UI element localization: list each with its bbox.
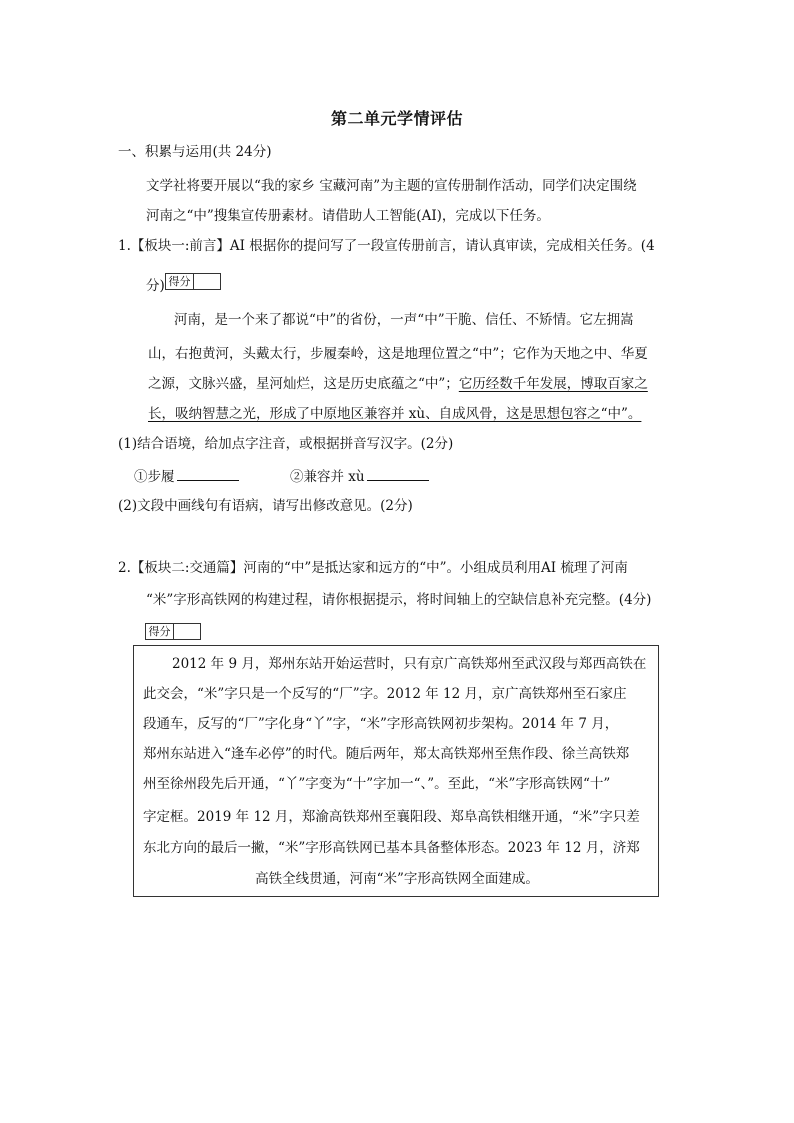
passage-line-3	[148, 374, 648, 394]
timeline-text-box	[133, 645, 659, 897]
score-label: 得分	[166, 274, 194, 289]
q2-prompt-line-1: 2.【板块二:交通篇】河南的“中”是抵达家和远方的“中”。小组成员利用AI 梳理了河南	[118, 560, 628, 576]
score-label: 得分	[146, 624, 174, 639]
score-blank[interactable]	[174, 624, 200, 639]
q1-prompt-line-1: 1.【板块一:前言】AI 根据你的提问写了一段宣传册前言，请认真审读，完成相关任务。(4	[118, 238, 655, 254]
q1-prompt-line-2: 分)	[146, 278, 165, 294]
score-blank[interactable]	[194, 274, 220, 289]
intro-line-2: 河南之“中”搜集宣传册素材。请借助人工智能(AI)，完成以下任务。	[146, 208, 550, 224]
answer-blank-2[interactable]	[367, 466, 429, 481]
underlined-sentence-part-2: 长，吸纳智慧之光，形成了中原地区兼容并 xù、自成风骨，这是思想包容之“中”。	[148, 406, 642, 422]
q1-score-box	[165, 273, 221, 290]
passage-line-1: 河南，是一个来了都说“中”的省份，一声“中”干脆、信任、不矫情。它左拥嵩	[174, 312, 634, 328]
answer-item-2	[290, 466, 429, 487]
q1-sub-question-1: (1)结合语境，给加点字注音，或根据拼音写汉字。(2分)	[118, 436, 454, 452]
answer-item-2-label: ②兼容并 xù	[290, 469, 365, 485]
box-line-8: 高铁全线贯通，河南“米”字形高铁网全面建成。	[255, 871, 539, 887]
section-heading: 一、积累与运用(共 24分)	[118, 144, 272, 160]
q1-sub-question-2: (2)文段中画线句有语病，请写出修改意见。(2分)	[118, 498, 413, 514]
intro-line-1: 文学社将要开展以“我的家乡 宝藏河南”为主题的宣传册制作活动，同学们决定围绕	[146, 178, 637, 194]
box-line-7: 东北方向的最后一撇，“米”字形高铁网已基本具备整体形态。2023 年 12 月，济郑	[143, 840, 640, 856]
answer-item-1-label: ①步履	[134, 469, 175, 485]
passage-line-2: 山，右抱黄河，头戴太行，步履秦岭，这是地理位置之“中”；它作为天地之中、华夏	[148, 346, 648, 362]
box-line-3: 段通车，反写的“厂”字化身“丫”字，“米”字形高铁网初步架构。2014 年 7 月，	[143, 716, 619, 732]
box-line-5: 州至徐州段先后开通，“丫”字变为“十”字加一“、”。至此，“米”字形高铁网“十”	[143, 776, 611, 792]
passage-text: 之源，文脉兴盛，星河灿烂，这是历史底蕴之“中”；	[148, 376, 459, 392]
box-line-6: 字定框。2019 年 12 月，郑渝高铁郑州至襄阳段、郑阜高铁相继开通，“米”字只差	[143, 809, 640, 825]
box-line-2: 此交会，“米”字只是一个反写的“厂”字。2012 年 12 月，京广高铁郑州至石家庄	[143, 686, 627, 702]
page-title: 第二单元学情评估	[330, 109, 463, 128]
answer-blank-1[interactable]	[177, 466, 239, 481]
answer-item-1	[134, 466, 239, 487]
box-line-1: 2012 年 9 月，郑州东站开始运营时，只有京广高铁郑州至武汉段与郑西高铁在	[172, 656, 647, 672]
box-line-4: 郑州东站进入“逢车必停”的时代。随后两年，郑太高铁郑州至焦作段、徐兰高铁郑	[143, 746, 630, 762]
q2-prompt-line-2: “米”字形高铁网的构建过程，请你根据提示，将时间轴上的空缺信息补充完整。(4分)	[146, 592, 652, 608]
q2-score-box	[145, 623, 201, 640]
underlined-sentence-part-1: 它历经数千年发展，博取百家之	[458, 376, 648, 392]
